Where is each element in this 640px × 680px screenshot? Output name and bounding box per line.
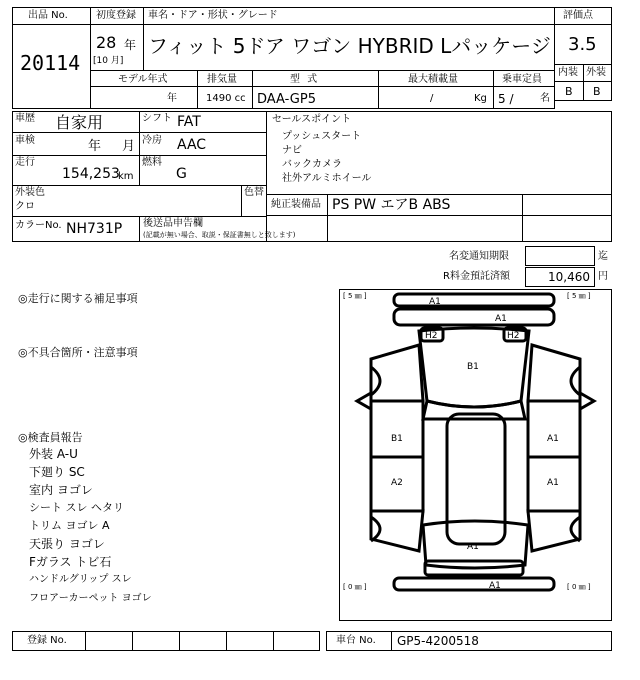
mark-left-headlight: H2 [425, 331, 438, 341]
car-name: フィット 5ドア ワゴン HYBRID Lパッケージ [148, 34, 551, 58]
color-no-label: カラーNo. [15, 220, 62, 231]
lot-number: 20114 [20, 51, 81, 75]
sales-points-title: セールスポイント [272, 114, 352, 125]
post-report-note: (記載が無い場合、取説・保証書無しと致します) [143, 231, 296, 239]
first-reg-month: [10 月] [93, 56, 124, 66]
car-diagram [339, 289, 612, 621]
exterior-grade: B [593, 85, 601, 98]
right-mirror-outline [580, 393, 594, 409]
first-reg-label: 初度登録 [96, 10, 136, 21]
mark-right-headlight: H2 [507, 331, 520, 341]
rear-bumper-outline [394, 578, 554, 590]
exterior-label: 外装 [586, 67, 606, 78]
fuel-label: 燃料 [142, 157, 162, 168]
cabin-outline [423, 401, 525, 419]
mark-right-front-door: A1 [547, 434, 559, 444]
displacement-value: 1490 cc [206, 93, 246, 104]
registration-label: 登録 No. [27, 635, 67, 646]
model-code: DAA-GP5 [257, 92, 316, 107]
inspection-year: 年 [88, 139, 102, 154]
model-year-unit: 年 [167, 93, 177, 104]
equipment-extra-box [266, 215, 612, 242]
tire-rear-right-depth: [ 0 ㎜ ] [567, 583, 591, 591]
score-label: 評価点 [563, 10, 593, 21]
front-panel-outline [394, 309, 554, 325]
recolor-label: 色替 [244, 187, 264, 198]
chassis-number: GP5-4200518 [397, 634, 479, 648]
roof-outline [447, 414, 505, 544]
ac-label: 冷房 [142, 135, 162, 146]
max-load-label: 最大積載量 [408, 74, 458, 85]
report-item: シート スレ ヘタリ [29, 501, 124, 514]
recycle-label: R料金預託済額 [443, 271, 510, 282]
model-year-label: モデル年式 [118, 74, 168, 85]
mark-front-panel: A1 [495, 314, 507, 324]
max-load-unit: Kg [474, 93, 487, 104]
mark-left-front-door: B1 [391, 434, 403, 444]
capacity-label: 乗車定員 [502, 74, 542, 85]
mark-hood: B1 [467, 362, 479, 372]
capacity-value: 5 / [498, 92, 514, 106]
report-item: 外装 A-U [29, 447, 78, 461]
tire-front-left-depth: [ 5 ㎜ ] [343, 292, 367, 300]
deadline-unit: 迄 [598, 251, 608, 262]
mark-trunk: A1 [467, 542, 479, 552]
first-reg-year-unit: 年 [124, 38, 137, 52]
inspection-label: 車検 [15, 135, 35, 146]
mark-right-rear-door: A1 [547, 478, 559, 488]
sales-point-item: ナビ [282, 145, 302, 156]
displacement-label: 排気量 [207, 74, 237, 85]
mileage-label: 走行 [15, 157, 35, 168]
mark-rear-bumper: A1 [489, 581, 501, 591]
fuel-value: G [176, 166, 187, 182]
report-item: ハンドルグリップ スレ [29, 574, 132, 585]
history-label: 車歴 [15, 113, 35, 124]
color-label: 外装色 [15, 187, 45, 198]
equipment-value: PS PW エアB ABS [332, 197, 451, 213]
sales-point-item: 社外アルミホイール [282, 173, 372, 184]
report-item: Fガラス トビ石 [29, 555, 112, 569]
front-bumper-outline [394, 294, 554, 306]
car-name-label: 車名・ドア・形状・グレード [148, 10, 278, 21]
chassis-label: 車台 No. [336, 635, 376, 646]
report-item: フロアーカーペット ヨゴレ [29, 593, 152, 604]
interior-grade: B [565, 85, 573, 98]
deadline-value-box [525, 246, 595, 266]
post-report-label: 後送品申告欄 [143, 218, 203, 229]
color-value: クロ [15, 201, 35, 212]
sales-point-item: プッシュスタート [282, 131, 362, 142]
color-no-value: NH731P [66, 221, 123, 237]
left-mirror-outline [357, 393, 371, 409]
lot-label: 出品 No. [28, 10, 68, 21]
report-item: 室内 ヨゴレ [29, 483, 93, 497]
report-item: トリム ヨゴレ A [29, 519, 110, 532]
driving-notes-title: ◎走行に関する補足事項 [18, 292, 138, 305]
equipment-label: 純正装備品 [271, 199, 321, 210]
shift-value: FAT [177, 114, 201, 130]
mileage-unit: km [118, 171, 134, 182]
interior-label: 内装 [558, 67, 578, 78]
score-value: 3.5 [568, 34, 597, 55]
inspector-report-title: ◎検査員報告 [18, 431, 83, 444]
model-label: 型 式 [290, 74, 320, 85]
ac-value: AAC [177, 137, 207, 153]
capacity-unit: 名 [540, 93, 550, 104]
right-front-door-outline [528, 401, 580, 457]
left-front-door-outline [371, 401, 423, 457]
report-item: 下廻り SC [29, 465, 85, 479]
shift-label: シフト [142, 113, 172, 124]
tire-rear-left-depth: [ 0 ㎜ ] [343, 583, 367, 591]
recycle-unit: 円 [598, 271, 608, 282]
deadline-label: 名変通知期限 [449, 251, 509, 262]
max-load-value: / [430, 93, 434, 104]
mark-left-rear-door: A2 [391, 478, 403, 488]
history-value: 自家用 [55, 113, 104, 132]
defect-notes-title: ◎不具合箇所・注意事項 [18, 346, 138, 359]
report-item: 天張り ヨゴレ [29, 537, 105, 551]
tire-front-right-depth: [ 5 ㎜ ] [567, 292, 591, 300]
inspection-month: 月 [122, 139, 136, 154]
mileage-value: 154,253 [62, 166, 120, 182]
first-reg-year: 28 [96, 33, 117, 52]
sales-point-item: バックカメラ [282, 159, 342, 170]
mark-front-bumper: A1 [429, 297, 441, 307]
recycle-value: 10,460 [548, 270, 590, 284]
